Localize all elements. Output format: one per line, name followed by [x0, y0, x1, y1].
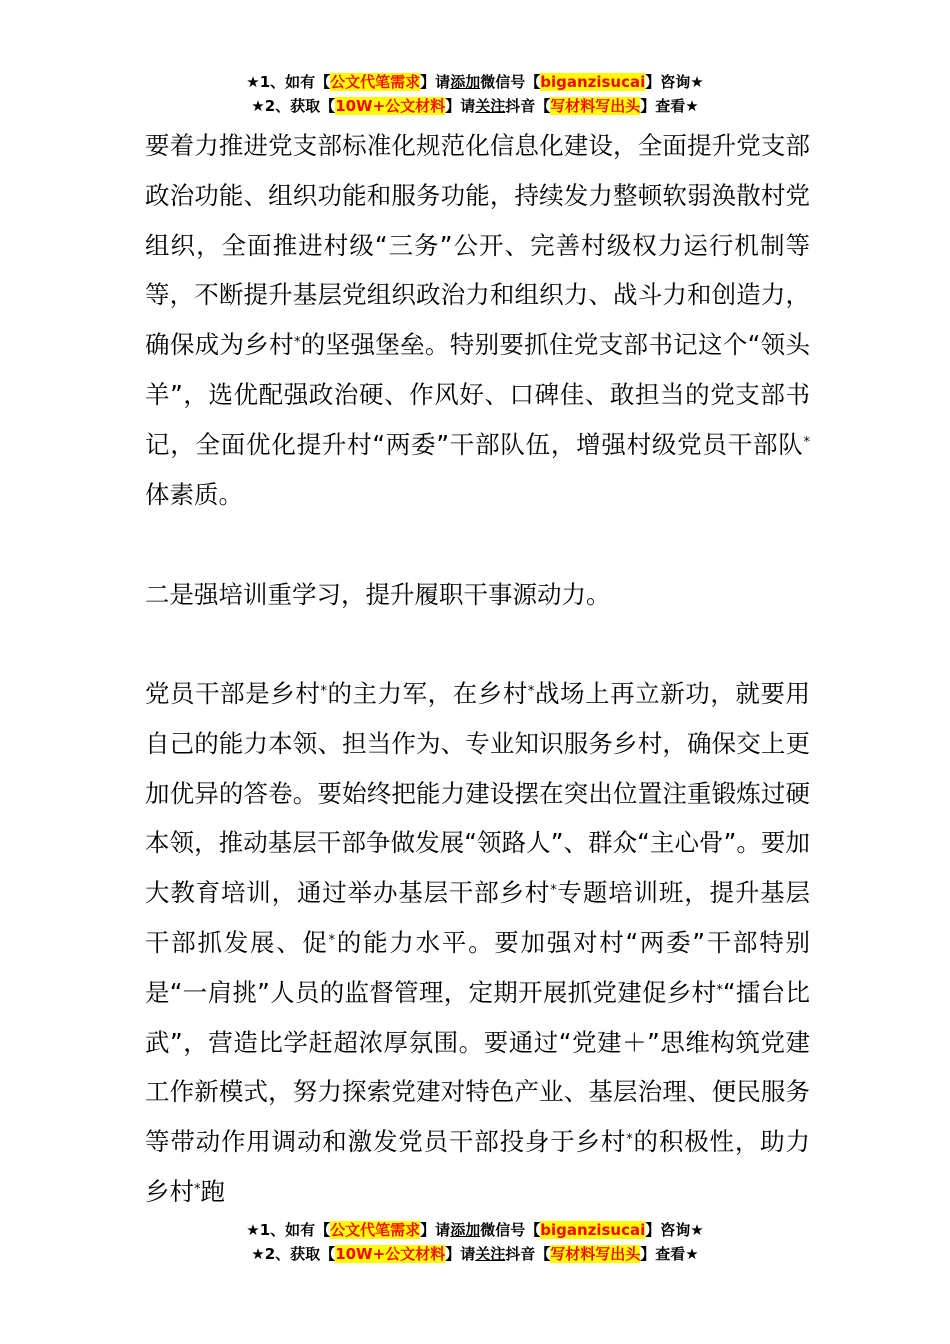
section-heading-block: [145, 570, 810, 620]
banner-text: 】请: [445, 1245, 476, 1263]
paragraph: [145, 669, 810, 1217]
banner-text: 抖音【: [505, 1245, 551, 1263]
paragraph-text: 专题培训班，提升基层干部抓发展、促: [145, 878, 811, 957]
banner-highlight: 公文代笔需求: [330, 1221, 421, 1239]
banner-text: 】请: [420, 1221, 451, 1239]
banner-highlight-douyin: 写材料写出头: [550, 1245, 641, 1263]
paragraph-text: 跑: [200, 1176, 225, 1206]
banner-highlight-wechat-id: biganzisucai: [540, 73, 646, 91]
banner-text: 抖音【: [505, 97, 551, 115]
redaction-mark: *: [626, 1132, 633, 1148]
banner-line-2: [0, 94, 950, 118]
banner-highlight-wechat-id: biganzisucai: [540, 1221, 646, 1239]
document-body: [145, 121, 810, 519]
redaction-mark: *: [320, 684, 327, 699]
paragraph: [145, 121, 810, 519]
paragraph-text: 战场上再立新功，就要用自己的能力本领、担当作为、专业知识服务乡村，确保交上更加优异的答卷。要始终把能力建设摆在突出位置注重锻炼过硬本领，推动基层干部争做发展“领路人”、群众“主心骨”。要加大教育培训，通过举办基层干部乡村: [145, 679, 811, 908]
redaction-mark: *: [550, 883, 557, 899]
redaction-mark: *: [527, 684, 535, 699]
banner-text: 】咨询★: [645, 1221, 704, 1239]
banner-text: 】请: [420, 73, 451, 91]
banner-text: ★2、获取【: [251, 97, 336, 115]
banner-text: 】查看★: [640, 97, 699, 115]
banner-text: 微信号【: [480, 1221, 541, 1239]
paragraph-text: 的能力水平。要加强对村“两委”干部特别是“一肩挑”人员的监督管理，定期开展抓党建促乡村: [145, 927, 811, 1007]
paragraph-text: 的坚强堡垒。特别要抓住党支部书记这个“领头羊”，选优配强政治硬、作风好、口碑佳、敢担当的党支部书记，全面优化提升村“两委”干部队伍，增强村级党员干部队: [145, 330, 811, 459]
banner-line-2: [0, 1242, 950, 1266]
paragraph-text: “擂台比武”，营造比学赶超浓厚氛围。要通过“党建＋”思维构筑党建工作新模式，努力探索党建对特色产业、基层治理、便民服务等带动作用调动和激发党员干部投身于乡村: [145, 977, 810, 1157]
banner-highlight-douyin: 写材料写出头: [550, 97, 641, 115]
banner-underlined-text: 添加: [450, 1221, 481, 1239]
banner-line-1: [0, 1218, 950, 1242]
redaction-mark: *: [328, 932, 336, 948]
section-heading: 二是强培训重学习，提升履职干事源动力。: [145, 580, 611, 609]
redaction-mark: *: [293, 335, 301, 351]
banner-text: ★1、如有【: [246, 1221, 331, 1239]
header-banner: [0, 70, 950, 118]
banner-text: ★2、获取【: [251, 1245, 336, 1263]
banner-text: 】咨询★: [645, 73, 704, 91]
banner-line-1: [0, 70, 950, 94]
redaction-mark: *: [716, 982, 723, 998]
paragraph-text: 的主力军，在乡村: [326, 679, 528, 708]
banner-text: 】查看★: [640, 1245, 699, 1263]
banner-highlight: 10W+公文材料: [335, 1245, 446, 1263]
document-body-2: [145, 669, 810, 1217]
footer-banner: [0, 1218, 950, 1266]
banner-highlight: 10W+公文材料: [335, 97, 446, 115]
banner-underlined-text: 添加: [450, 73, 481, 91]
paragraph-text: 要着力推进党支部标准化规范化信息化建设，全面提升党支部政治功能、组织功能和服务功能，持续发力整顿软弱涣散村党组织，全面推进村级“三务”公开、完善村级权力运行机制等等，不断提升基层党组织政治力和组织力、战斗力和创造力，确保成为乡村: [145, 131, 810, 360]
paragraph-text: 党员干部是乡村: [145, 679, 321, 708]
banner-underlined-text: 关注: [475, 97, 506, 115]
banner-text: 】请: [445, 97, 476, 115]
banner-underlined-text: 关注: [475, 1245, 506, 1263]
banner-text: 微信号【: [480, 73, 541, 91]
redaction-mark: *: [803, 434, 810, 450]
redaction-mark: *: [194, 1181, 201, 1197]
paragraph-text: 体素质。: [145, 479, 243, 509]
banner-highlight: 公文代笔需求: [330, 73, 421, 91]
paragraph-text: 的积极性，助力乡村: [145, 1127, 811, 1206]
banner-text: ★1、如有【: [246, 73, 331, 91]
